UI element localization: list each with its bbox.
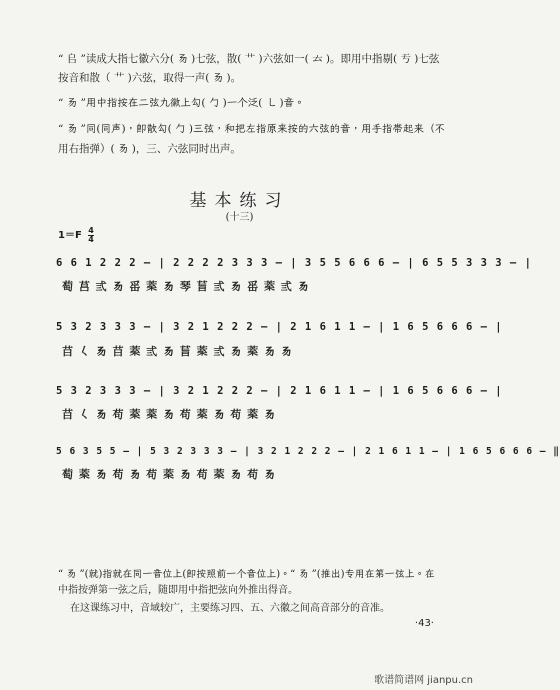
tablature-line-1: 萄 莒 弎 𠃓 䍃 𦯧 𠃓 琴 𦮂 弎 𠃓 䍃 𦯧 弎 𠃓 (62, 280, 310, 293)
tablature-line-4: 萄 𦯧 𠃓 苟 𠃓 苟 𦯧 𠃓 苟 𦯧 𠃓 苟 𠃓 (62, 468, 276, 481)
section-subtitle: (十三) (225, 212, 254, 223)
watermark: 歌谱简谱网 jianpu.cn (374, 675, 473, 686)
key-signature (58, 226, 94, 244)
footnote-line-3: 在这课练习中，音域较广，主要练习四、五、六徽之间高音部分的音准。 (70, 603, 390, 614)
staff-notes: 5 3 2 3 3 3 — | 3 2 1 2 2 2 — | 2 1 6 1 1 — | 1 6 5 6 6 6 — | (56, 385, 503, 397)
staff-line-4 (56, 441, 560, 463)
instruction-line-2: 按音和散（ 艹 )六弦，取得一声( 𠃓 )。 (58, 72, 242, 84)
key-label: 1＝F (58, 230, 82, 241)
tablature-line-2: 䒤 𡿨 𠃓 䒤 𦯧 弎 𠃓 𦮂 𦯧 弎 𠃓 𦯧 𠃓 𠃓 (62, 345, 293, 358)
instruction-line-3: “ 𠃓 ”用中指按在二弦九徽上勾( 勹 )一个泛( ㇄ )音。 (58, 97, 305, 109)
staff-line-1 (56, 252, 532, 274)
instruction-line-5: 用右指弹）( 𠃓 )，三、六弦同时出声。 (58, 143, 241, 155)
staff-notes: 5 3 2 3 3 3 — | 3 2 1 2 2 2 — | 2 1 6 1 1 — | 1 6 5 6 6 6 — | (56, 321, 503, 333)
page-number: ·43· (414, 618, 434, 629)
footnote-line-1: “ 𠃓 ”(就)指就在同一音位上(即按照前一个音位上)。“ 𠃓 ”(推出)专用在第一弦上。在 (58, 569, 435, 580)
instruction-line-1: “ 𠂤 ”读成大指七徽六分( 𠃓 )七弦，散( 艹 )六弦如一( 𠫓 )。即用中指剔( 亐 )七弦 (58, 53, 440, 65)
time-bottom: 4 (88, 234, 94, 244)
staff-line-3 (56, 380, 503, 402)
section-title: 基本练习 (189, 191, 290, 211)
staff-line-2 (56, 316, 503, 338)
staff-notes: 5 6 3 5 5 — | 5 3 2 3 3 3 — | 3 2 1 2 2 2 — | 2 1 6 1 1 — | 1 6 5 6 6 6 — ‖ (56, 446, 560, 457)
time-signature (88, 227, 94, 244)
instruction-line-4: “ 𠃓 ”同(同声)，即散勾( 勹 )三弦，和把左指原来按的六弦的音，用手指带起来（不 (58, 123, 445, 135)
footnote-line-2: 中指按弹第一弦之后，随即用中指把弦向外推出得音。 (58, 585, 298, 596)
staff-notes: 6 6 1 2 2 2 — | 2 2 2 2 3 3 3 — | 3 5 5 6 6 6 — | 6 5 5 3 3 3 — | (56, 257, 532, 269)
tablature-line-3: 䒤 𡿨 𠃓 苟 𦯧 𦯧 𠃓 苟 𦯧 𠃓 苟 𦯧 𠃓 (62, 408, 276, 421)
time-top: 4 (88, 225, 94, 235)
